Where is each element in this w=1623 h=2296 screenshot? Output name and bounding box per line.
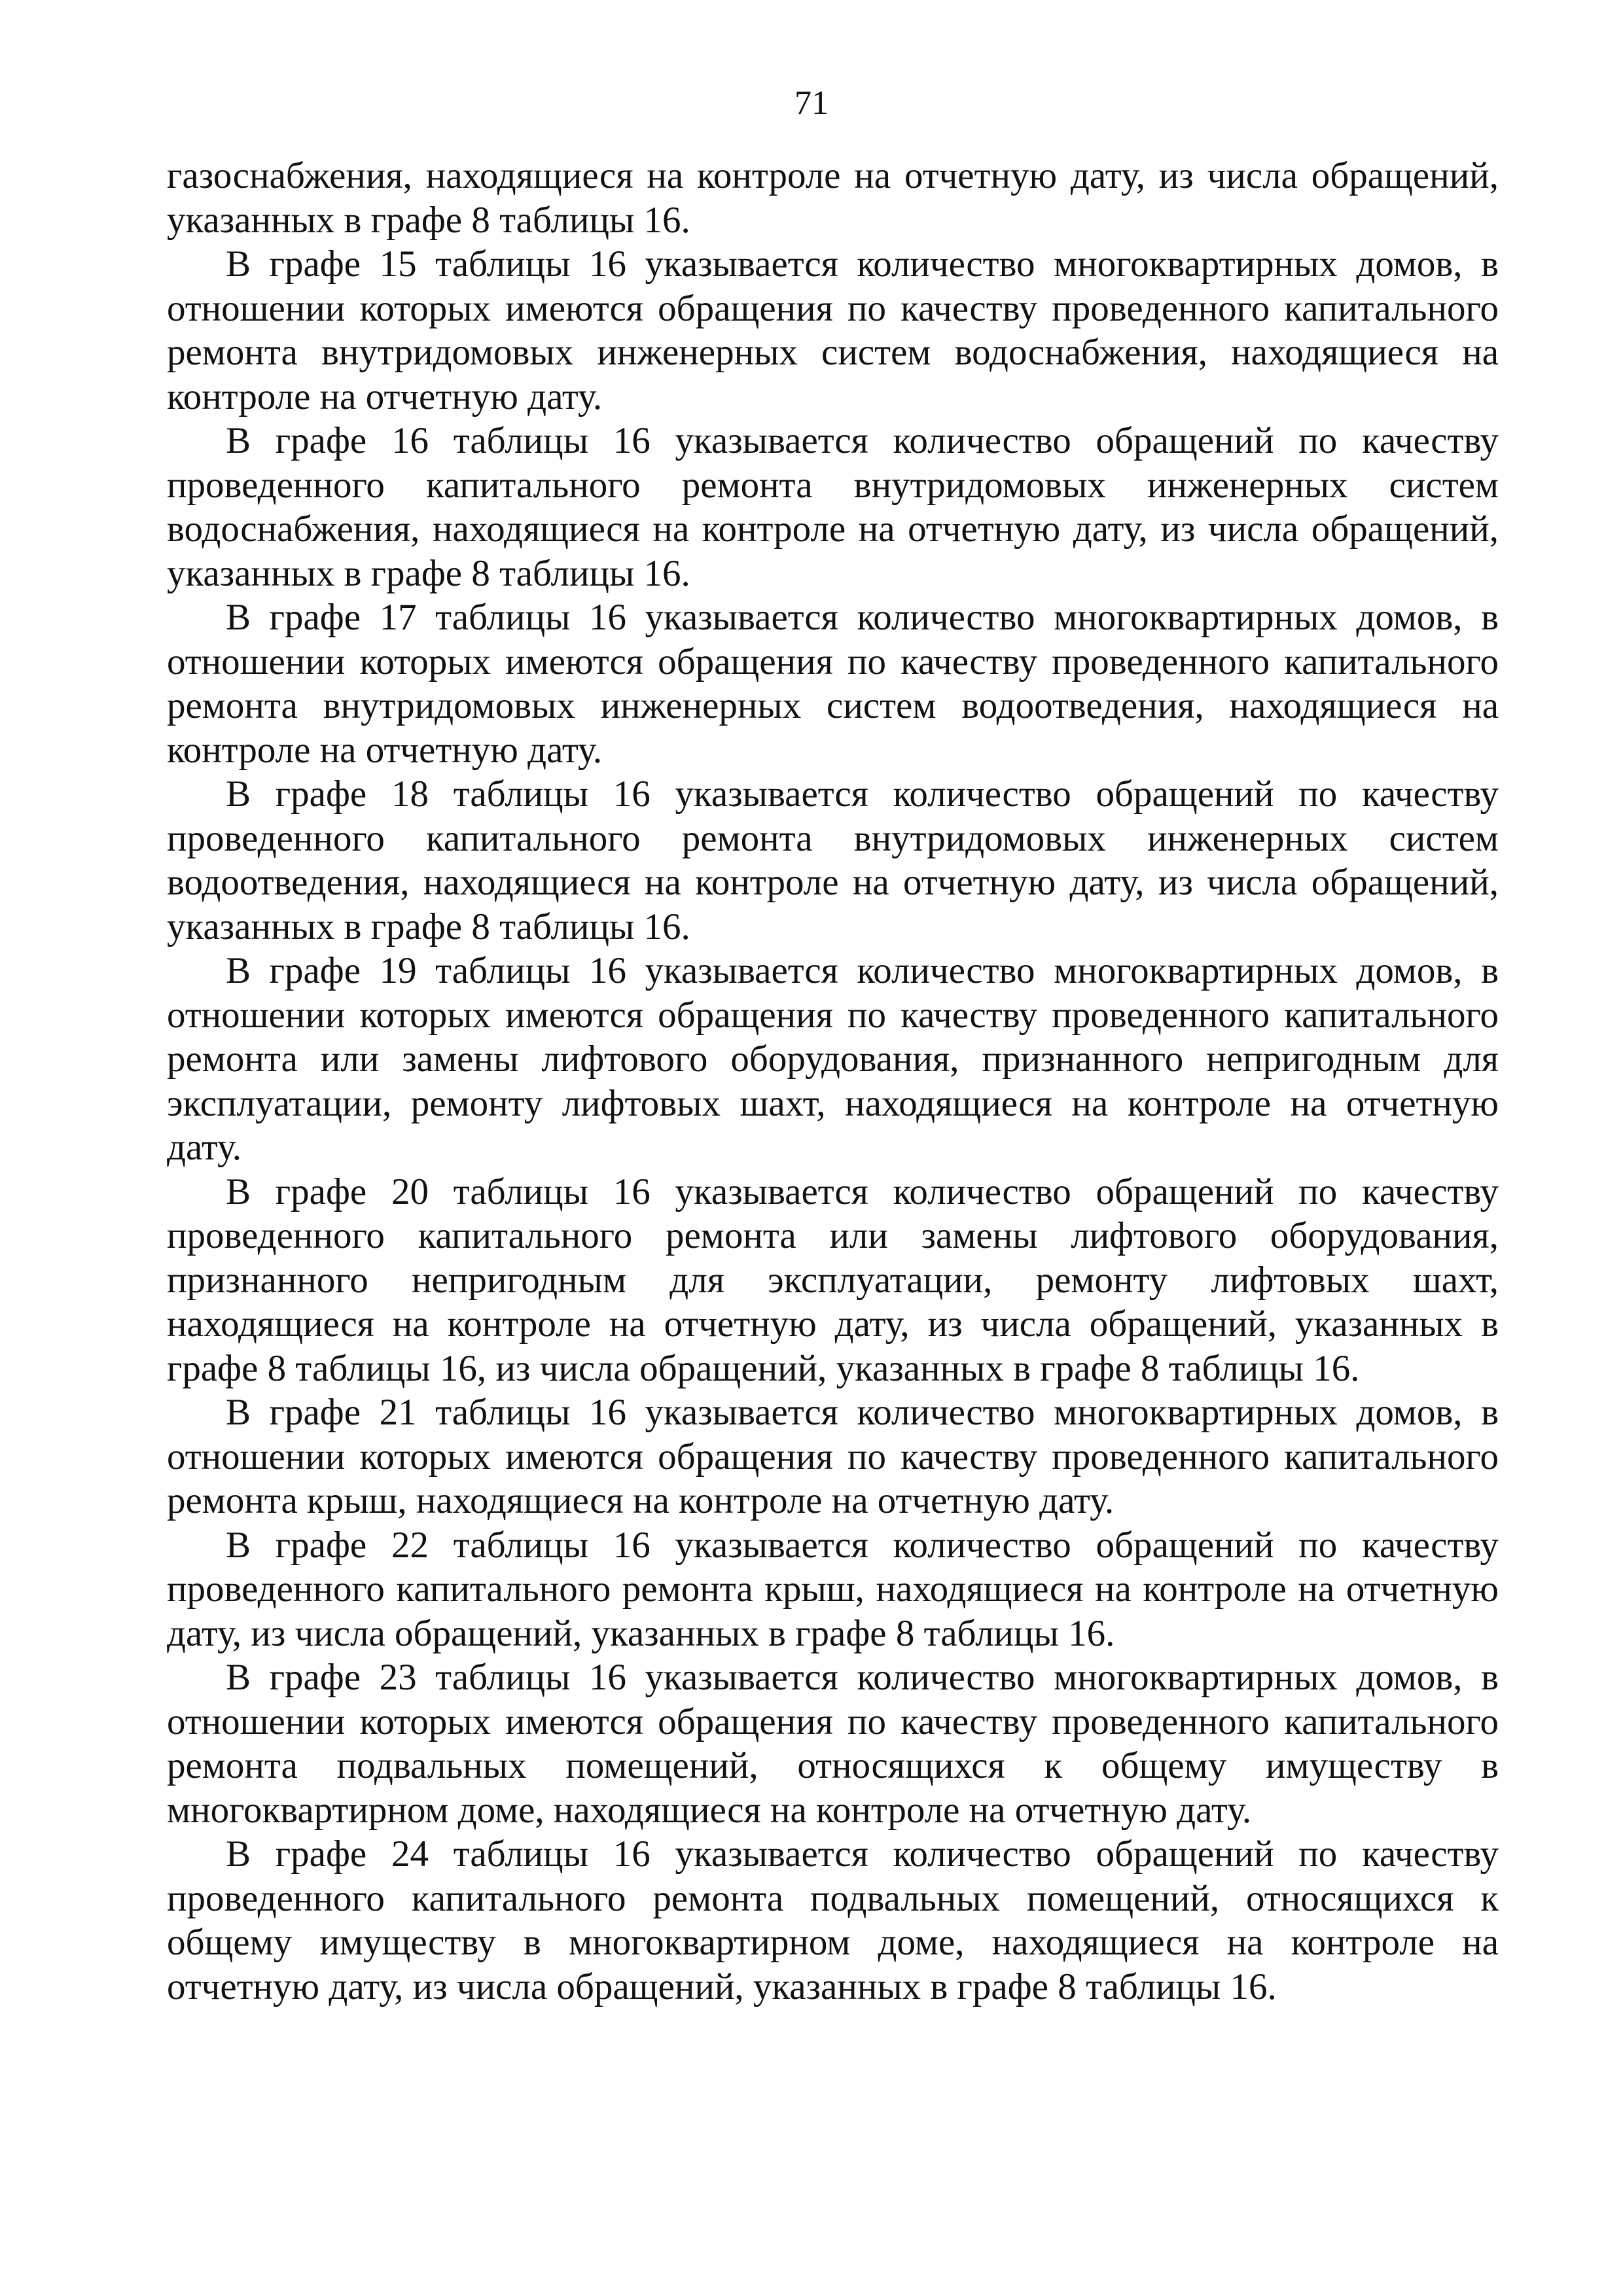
paragraph-column-20: В графе 20 таблицы 16 указывается количество обращений по качеству проведенного капитального ремонта или замены лифтового оборудования, признанного непригодным для эксплуатации, ремонту лифтовых шахт, находящиеся на контроле на отчетную дату, из числа обращений, указанных в графе 8 таблицы 16, из числа обращений, указанных в графе 8 таблицы 16. [167,1171,1499,1389]
paragraph-column-15: В графе 15 таблицы 16 указывается количество многоквартирных домов, в отношении которых имеются обращения по качеству проведенного капитального ремонта внутридомовых инженерных систем водоснабжения, находящиеся на контроле на отчетную дату. [167,243,1499,417]
paragraph-column-16: В графе 16 таблицы 16 указывается количество обращений по качеству проведенного капитального ремонта внутридомовых инженерных систем водоснабжения, находящиеся на контроле на отчетную дату, из числа обращений, указанных в графе 8 таблицы 16. [167,420,1499,594]
paragraph-column-24: В графе 24 таблицы 16 указывается количество обращений по качеству проведенного капитального ремонта подвальных помещений, относящихся к общему имуществу в многоквартирном доме, находящиеся на контроле на отчетную дату, из числа обращений, указанных в графе 8 таблицы 16. [167,1833,1499,2007]
page-number: 71 [794,84,829,122]
paragraph-column-17: В графе 17 таблицы 16 указывается количество многоквартирных домов, в отношении которых имеются обращения по качеству проведенного капитального ремонта внутридомовых инженерных систем водоотведения, находящиеся на контроле на отчетную дату. [167,597,1499,771]
paragraph-column-21: В графе 21 таблицы 16 указывается количество многоквартирных домов, в отношении которых имеются обращения по качеству проведенного капитального ремонта крыш, находящиеся на контроле на отчетную дату. [167,1392,1499,1521]
paragraph-column-22: В графе 22 таблицы 16 указывается количество обращений по качеству проведенного капитального ремонта крыш, находящиеся на контроле на отчетную дату, из числа обращений, указанных в графе 8 таблицы 16. [167,1524,1499,1654]
paragraph-continuation: газоснабжения, находящиеся на контроле на отчетную дату, из числа обращений, указанных в графе 8 таблицы 16. [167,155,1499,241]
paragraph-column-18: В графе 18 таблицы 16 указывается количество обращений по качеству проведенного капитального ремонта внутридомовых инженерных систем водоотведения, находящиеся на контроле на отчетную дату, из числа обращений, указанных в графе 8 таблицы 16. [167,773,1499,947]
paragraph-column-23: В графе 23 таблицы 16 указывается количество многоквартирных домов, в отношении которых имеются обращения по качеству проведенного капитального ремонта подвальных помещений, относящихся к общему имуществу в многоквартирном доме, находящиеся на контроле на отчетную дату. [167,1657,1499,1831]
paragraph-column-19: В графе 19 таблицы 16 указывается количество многоквартирных домов, в отношении которых имеются обращения по качеству проведенного капитального ремонта или замены лифтового оборудования, признанного непригодным для эксплуатации, ремонту лифтовых шахт, находящиеся на контроле на отчетную дату. [167,950,1499,1168]
document-body [167,154,1499,2009]
